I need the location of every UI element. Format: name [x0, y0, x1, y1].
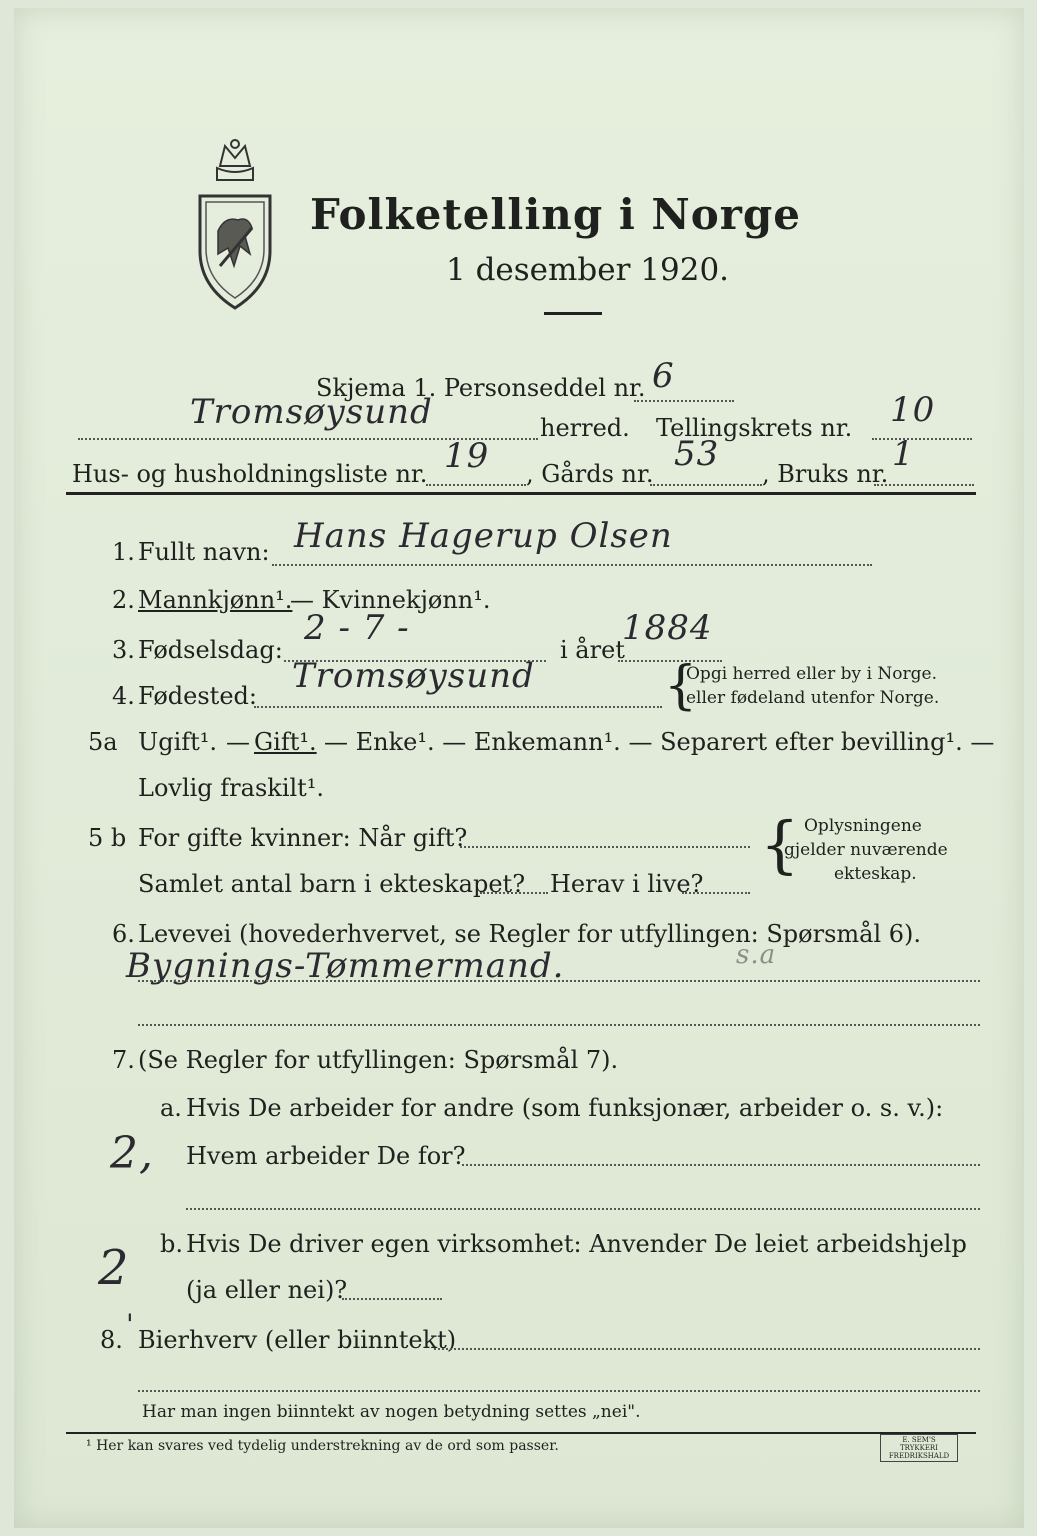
q7a-field-line-2 [186, 1208, 980, 1210]
q4-field-line [254, 706, 662, 708]
herred-label: herred. [540, 414, 630, 442]
q6-occupation: Bygnings-Tømmermand. [126, 946, 565, 986]
footer-separator [66, 1432, 976, 1434]
q7a-letter: a. [160, 1094, 182, 1122]
bruks-label: , Bruks nr. [762, 460, 889, 488]
gards-field-line [650, 484, 762, 486]
q5b-note-line2: gjelder nuværende [784, 840, 948, 860]
q7a-margin-mark: 2, [110, 1128, 154, 1179]
q7a-field-line-1 [462, 1164, 980, 1166]
printer-stamp: E. SEM'S TRYKKERI FREDRIKSHALD [880, 1434, 958, 1462]
q2-female-option: — Kvinnekjønn¹. [290, 586, 491, 614]
q8-label: Bierhverv (eller biinntekt) [138, 1326, 457, 1354]
q7b-field-line [342, 1298, 442, 1300]
census-date: 1 desember 1920. [446, 252, 730, 288]
q5b-children-label: Samlet antal barn i ekteskapet? [138, 870, 526, 898]
schema-field-line [634, 400, 734, 402]
q4-number: 4. [112, 682, 135, 710]
q5b-when-married-line [460, 846, 750, 848]
q2-number: 2. [112, 586, 135, 614]
q5b-brace: { [760, 808, 800, 881]
q5a-number: 5a [88, 728, 118, 756]
q5b-alive-label: Herav i live? [550, 870, 704, 898]
q4-label: Fødested: [138, 682, 257, 710]
q1-field-line [272, 564, 872, 566]
q5b-children-line [480, 892, 548, 894]
q6-field-line-1 [138, 980, 980, 982]
q3-birthday: 2 - 7 - [304, 608, 410, 648]
q8-field-line-1 [434, 1348, 980, 1350]
q5a-divorced-option: Lovlig fraskilt¹. [138, 774, 325, 802]
tellingskrets-value: 10 [890, 390, 936, 430]
title-divider [544, 312, 602, 315]
household-field-line [426, 484, 526, 486]
q7a-line2: Hvem arbeider De for? [186, 1142, 466, 1170]
q5b-alive-line [682, 892, 750, 894]
q5b-note-line1: Oplysningene [804, 816, 922, 836]
q6-annotation: s.a [736, 940, 777, 970]
q2-male-option: Mannkjønn¹. [138, 586, 293, 614]
bruks-value: 1 [892, 434, 915, 474]
q7-number: 7. [112, 1046, 135, 1074]
q7-label: (Se Regler for utfyllingen: Spørsmål 7). [138, 1046, 619, 1074]
q5b-when-married-label: For gifte kvinner: Når gift? [138, 824, 468, 852]
q3-number: 3. [112, 636, 135, 664]
q4-birthplace: Tromsøysund [292, 656, 535, 696]
q8-field-line-2 [138, 1390, 980, 1392]
form-title: Folketelling i Norge [310, 190, 802, 239]
q7b-margin-mark: 2 [98, 1240, 130, 1296]
q5a-unmarried-option: Ugift¹. [138, 728, 218, 756]
q5a-married-option: Gift¹. [254, 728, 317, 756]
census-form [14, 8, 1024, 1528]
bruks-field-line [874, 484, 974, 486]
q4-note-line1: Opgi herred eller by i Norge. [686, 664, 937, 684]
q1-label: Fullt navn: [138, 538, 270, 566]
schema-label: Skjema 1. Personseddel nr. [316, 374, 646, 402]
q4-brace: { [664, 656, 698, 716]
gards-value: 53 [674, 434, 720, 474]
q6-label: Levevei (hovederhvervet, se Regler for utfyllingen: Spørsmål 6). [138, 920, 922, 948]
q3-birth-year: 1884 [622, 608, 713, 648]
q3-year-label: i året [560, 636, 625, 664]
q3-label: Fødselsdag: [138, 636, 283, 664]
q4-note-line2: eller fødeland utenfor Norge. [686, 688, 940, 708]
q5a-other-options: — Enke¹. — Enkemann¹. — Separert efter bevilling¹. — [324, 728, 995, 756]
q6-number: 6. [112, 920, 135, 948]
tellingskrets-label: Tellingskrets nr. [656, 414, 853, 442]
q7b-line2: (ja eller nei)? [186, 1276, 348, 1304]
q5a-dash: — [226, 728, 250, 756]
q5b-number: 5 b [88, 824, 127, 852]
gards-label: , Gårds nr. [526, 460, 654, 488]
household-list-label: Hus- og husholdningsliste nr. [72, 460, 428, 488]
tellingskrets-field-line [872, 438, 972, 440]
footnote: ¹ Her kan svares ved tydelig understrekning av de ord som passer. [86, 1438, 559, 1454]
coat-of-arms-icon [190, 136, 280, 316]
q7b-line1: Hvis De driver egen virksomhet: Anvender De leiet arbeidshjelp [186, 1230, 967, 1258]
herred-value: Tromsøysund [190, 392, 433, 432]
q8-note: Har man ingen biinntekt av nogen betydning settes „nei". [142, 1402, 641, 1422]
q6-field-line-2 [138, 1024, 980, 1026]
q7a-line1: Hvis De arbeider for andre (som funksjonær, arbeider o. s. v.): [186, 1094, 944, 1122]
q7b-letter: b. [160, 1230, 183, 1258]
header-separator [66, 492, 976, 495]
q1-number: 1. [112, 538, 135, 566]
schema-value: 6 [652, 356, 675, 396]
q1-full-name: Hans Hagerup Olsen [294, 516, 673, 556]
q8-mark: ' [126, 1308, 135, 1341]
q5b-note-line3: ekteskap. [834, 864, 917, 884]
q8-number: 8. [100, 1326, 123, 1354]
household-list-value: 19 [444, 436, 490, 476]
